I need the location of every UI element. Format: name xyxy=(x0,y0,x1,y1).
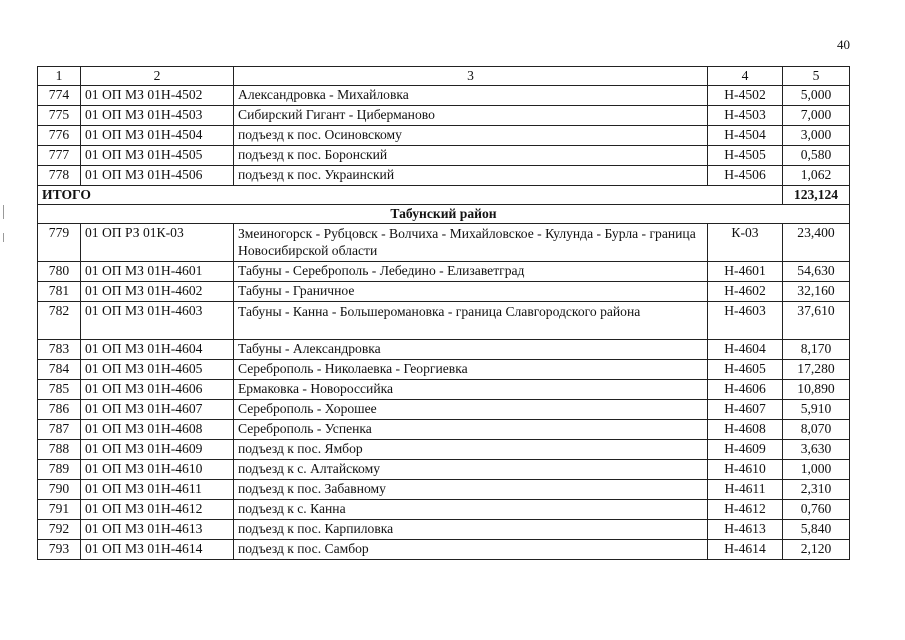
table-row xyxy=(38,166,850,186)
row-number-cell: 784 xyxy=(38,360,81,380)
road-code-cell: 01 ОП МЗ 01Н-4614 xyxy=(81,540,234,560)
table-row xyxy=(38,302,850,340)
scan-artifact-mark xyxy=(3,233,4,242)
road-name-cell: подъезд к с. Канна xyxy=(234,500,708,520)
road-length-cell: 5,840 xyxy=(783,520,850,540)
table-row xyxy=(38,146,850,166)
road-code-cell: 01 ОП МЗ 01Н-4613 xyxy=(81,520,234,540)
road-length-cell: 5,910 xyxy=(783,400,850,420)
road-length-cell: 7,000 xyxy=(783,106,850,126)
table-row xyxy=(38,340,850,360)
road-code-cell: 01 ОП МЗ 01Н-4601 xyxy=(81,262,234,282)
road-code-cell: 01 ОП МЗ 01Н-4503 xyxy=(81,106,234,126)
road-length-cell: 1,000 xyxy=(783,460,850,480)
road-name-cell: Сибирский Гигант - Циберманово xyxy=(234,106,708,126)
road-index-cell: К-03 xyxy=(708,224,783,262)
table-row xyxy=(38,86,850,106)
row-number-cell: 789 xyxy=(38,460,81,480)
row-number-cell: 778 xyxy=(38,166,81,186)
road-code-cell: 01 ОП МЗ 01Н-4609 xyxy=(81,440,234,460)
road-length-cell: 8,070 xyxy=(783,420,850,440)
road-name-cell: Табуны - Канна - Большеромановка - граница Славгородского района xyxy=(234,302,708,340)
row-number-cell: 788 xyxy=(38,440,81,460)
road-index-cell: Н-4606 xyxy=(708,380,783,400)
district-title: Табунский район xyxy=(38,205,850,224)
row-number-cell: 791 xyxy=(38,500,81,520)
road-index-cell: Н-4609 xyxy=(708,440,783,460)
table-row xyxy=(38,262,850,282)
header-cell: 4 xyxy=(708,67,783,86)
road-length-cell: 8,170 xyxy=(783,340,850,360)
row-number-cell: 790 xyxy=(38,480,81,500)
table-row xyxy=(38,126,850,146)
table-row xyxy=(38,380,850,400)
road-code-cell: 01 ОП МЗ 01Н-4505 xyxy=(81,146,234,166)
road-index-cell: Н-4613 xyxy=(708,520,783,540)
district-heading-row xyxy=(38,205,850,224)
table-row xyxy=(38,420,850,440)
road-name-cell: Змеиногорск - Рубцовск - Волчиха - Михайловское - Кулунда - Бурла - граница Новосибирской области xyxy=(234,224,708,262)
header-cell: 5 xyxy=(783,67,850,86)
road-code-cell: 01 ОП МЗ 01Н-4607 xyxy=(81,400,234,420)
road-code-cell: 01 ОП МЗ 01Н-4605 xyxy=(81,360,234,380)
road-name-cell: Табуны - Граничное xyxy=(234,282,708,302)
road-length-cell: 5,000 xyxy=(783,86,850,106)
road-length-cell: 1,062 xyxy=(783,166,850,186)
row-number-cell: 792 xyxy=(38,520,81,540)
table-row xyxy=(38,540,850,560)
header-cell: 1 xyxy=(38,67,81,86)
road-name-cell: подъезд к пос. Украинский xyxy=(234,166,708,186)
road-index-cell: Н-4503 xyxy=(708,106,783,126)
table-row xyxy=(38,224,850,262)
page-number: 40 xyxy=(837,37,850,52)
road-name-cell: подъезд к пос. Осиновскому xyxy=(234,126,708,146)
road-length-cell: 32,160 xyxy=(783,282,850,302)
road-index-cell: Н-4506 xyxy=(708,166,783,186)
table-row xyxy=(38,360,850,380)
road-length-cell: 2,310 xyxy=(783,480,850,500)
road-code-cell: 01 ОП МЗ 01Н-4604 xyxy=(81,340,234,360)
row-number-cell: 777 xyxy=(38,146,81,166)
road-code-cell: 01 ОП МЗ 01Н-4502 xyxy=(81,86,234,106)
road-name-cell: Александровка - Михайловка xyxy=(234,86,708,106)
road-length-cell: 37,610 xyxy=(783,302,850,340)
road-name-cell: Сереброполь - Успенка xyxy=(234,420,708,440)
road-length-cell: 0,760 xyxy=(783,500,850,520)
table-row xyxy=(38,282,850,302)
road-index-cell: Н-4607 xyxy=(708,400,783,420)
road-code-cell: 01 ОП МЗ 01Н-4610 xyxy=(81,460,234,480)
road-index-cell: Н-4610 xyxy=(708,460,783,480)
road-name-cell: подъезд к пос. Ямбор xyxy=(234,440,708,460)
row-number-cell: 786 xyxy=(38,400,81,420)
road-index-cell: Н-4502 xyxy=(708,86,783,106)
road-name-cell: подъезд к пос. Боронский xyxy=(234,146,708,166)
total-value: 123,124 xyxy=(783,186,850,205)
row-number-cell: 781 xyxy=(38,282,81,302)
table-header-row xyxy=(38,67,850,86)
row-number-cell: 783 xyxy=(38,340,81,360)
road-index-cell: Н-4601 xyxy=(708,262,783,282)
road-index-cell: Н-4603 xyxy=(708,302,783,340)
table-row xyxy=(38,500,850,520)
road-name-cell: Сереброполь - Хорошее xyxy=(234,400,708,420)
road-length-cell: 10,890 xyxy=(783,380,850,400)
road-length-cell: 23,400 xyxy=(783,224,850,262)
row-number-cell: 782 xyxy=(38,302,81,340)
road-name-cell: подъезд к пос. Самбор xyxy=(234,540,708,560)
row-number-cell: 775 xyxy=(38,106,81,126)
road-length-cell: 54,630 xyxy=(783,262,850,282)
table-row xyxy=(38,440,850,460)
road-length-cell: 3,000 xyxy=(783,126,850,146)
header-cell: 3 xyxy=(234,67,708,86)
row-number-cell: 787 xyxy=(38,420,81,440)
table-row xyxy=(38,106,850,126)
road-length-cell: 3,630 xyxy=(783,440,850,460)
road-code-cell: 01 ОП МЗ 01Н-4506 xyxy=(81,166,234,186)
row-number-cell: 785 xyxy=(38,380,81,400)
road-index-cell: Н-4605 xyxy=(708,360,783,380)
road-index-cell: Н-4611 xyxy=(708,480,783,500)
row-number-cell: 793 xyxy=(38,540,81,560)
road-name-cell: подъезд к пос. Карпиловка xyxy=(234,520,708,540)
road-code-cell: 01 ОП РЗ 01К-03 xyxy=(81,224,234,262)
road-name-cell: Ермаковка - Новороссийка xyxy=(234,380,708,400)
total-label: ИТОГО xyxy=(38,186,783,205)
header-cell: 2 xyxy=(81,67,234,86)
road-index-cell: Н-4612 xyxy=(708,500,783,520)
table-row xyxy=(38,400,850,420)
road-length-cell: 17,280 xyxy=(783,360,850,380)
road-index-cell: Н-4505 xyxy=(708,146,783,166)
total-row xyxy=(38,186,850,205)
table-row xyxy=(38,520,850,540)
table-row xyxy=(38,460,850,480)
road-name-cell: Сереброполь - Николаевка - Георгиевка xyxy=(234,360,708,380)
row-number-cell: 774 xyxy=(38,86,81,106)
road-index-cell: Н-4614 xyxy=(708,540,783,560)
road-length-cell: 2,120 xyxy=(783,540,850,560)
road-name-cell: подъезд к пос. Забавному xyxy=(234,480,708,500)
roads-table xyxy=(37,66,850,560)
road-code-cell: 01 ОП МЗ 01Н-4504 xyxy=(81,126,234,146)
row-number-cell: 780 xyxy=(38,262,81,282)
road-code-cell: 01 ОП МЗ 01Н-4603 xyxy=(81,302,234,340)
row-number-cell: 776 xyxy=(38,126,81,146)
road-name-cell: Табуны - Сереброполь - Лебедино - Елизаветград xyxy=(234,262,708,282)
road-index-cell: Н-4604 xyxy=(708,340,783,360)
road-length-cell: 0,580 xyxy=(783,146,850,166)
road-code-cell: 01 ОП МЗ 01Н-4612 xyxy=(81,500,234,520)
road-name-cell: Табуны - Александровка xyxy=(234,340,708,360)
road-index-cell: Н-4504 xyxy=(708,126,783,146)
road-code-cell: 01 ОП МЗ 01Н-4602 xyxy=(81,282,234,302)
scan-artifact-mark xyxy=(3,205,4,219)
road-index-cell: Н-4602 xyxy=(708,282,783,302)
table-row xyxy=(38,480,850,500)
road-code-cell: 01 ОП МЗ 01Н-4608 xyxy=(81,420,234,440)
row-number-cell: 779 xyxy=(38,224,81,262)
road-code-cell: 01 ОП МЗ 01Н-4611 xyxy=(81,480,234,500)
road-name-cell: подъезд к с. Алтайскому xyxy=(234,460,708,480)
road-code-cell: 01 ОП МЗ 01Н-4606 xyxy=(81,380,234,400)
road-index-cell: Н-4608 xyxy=(708,420,783,440)
